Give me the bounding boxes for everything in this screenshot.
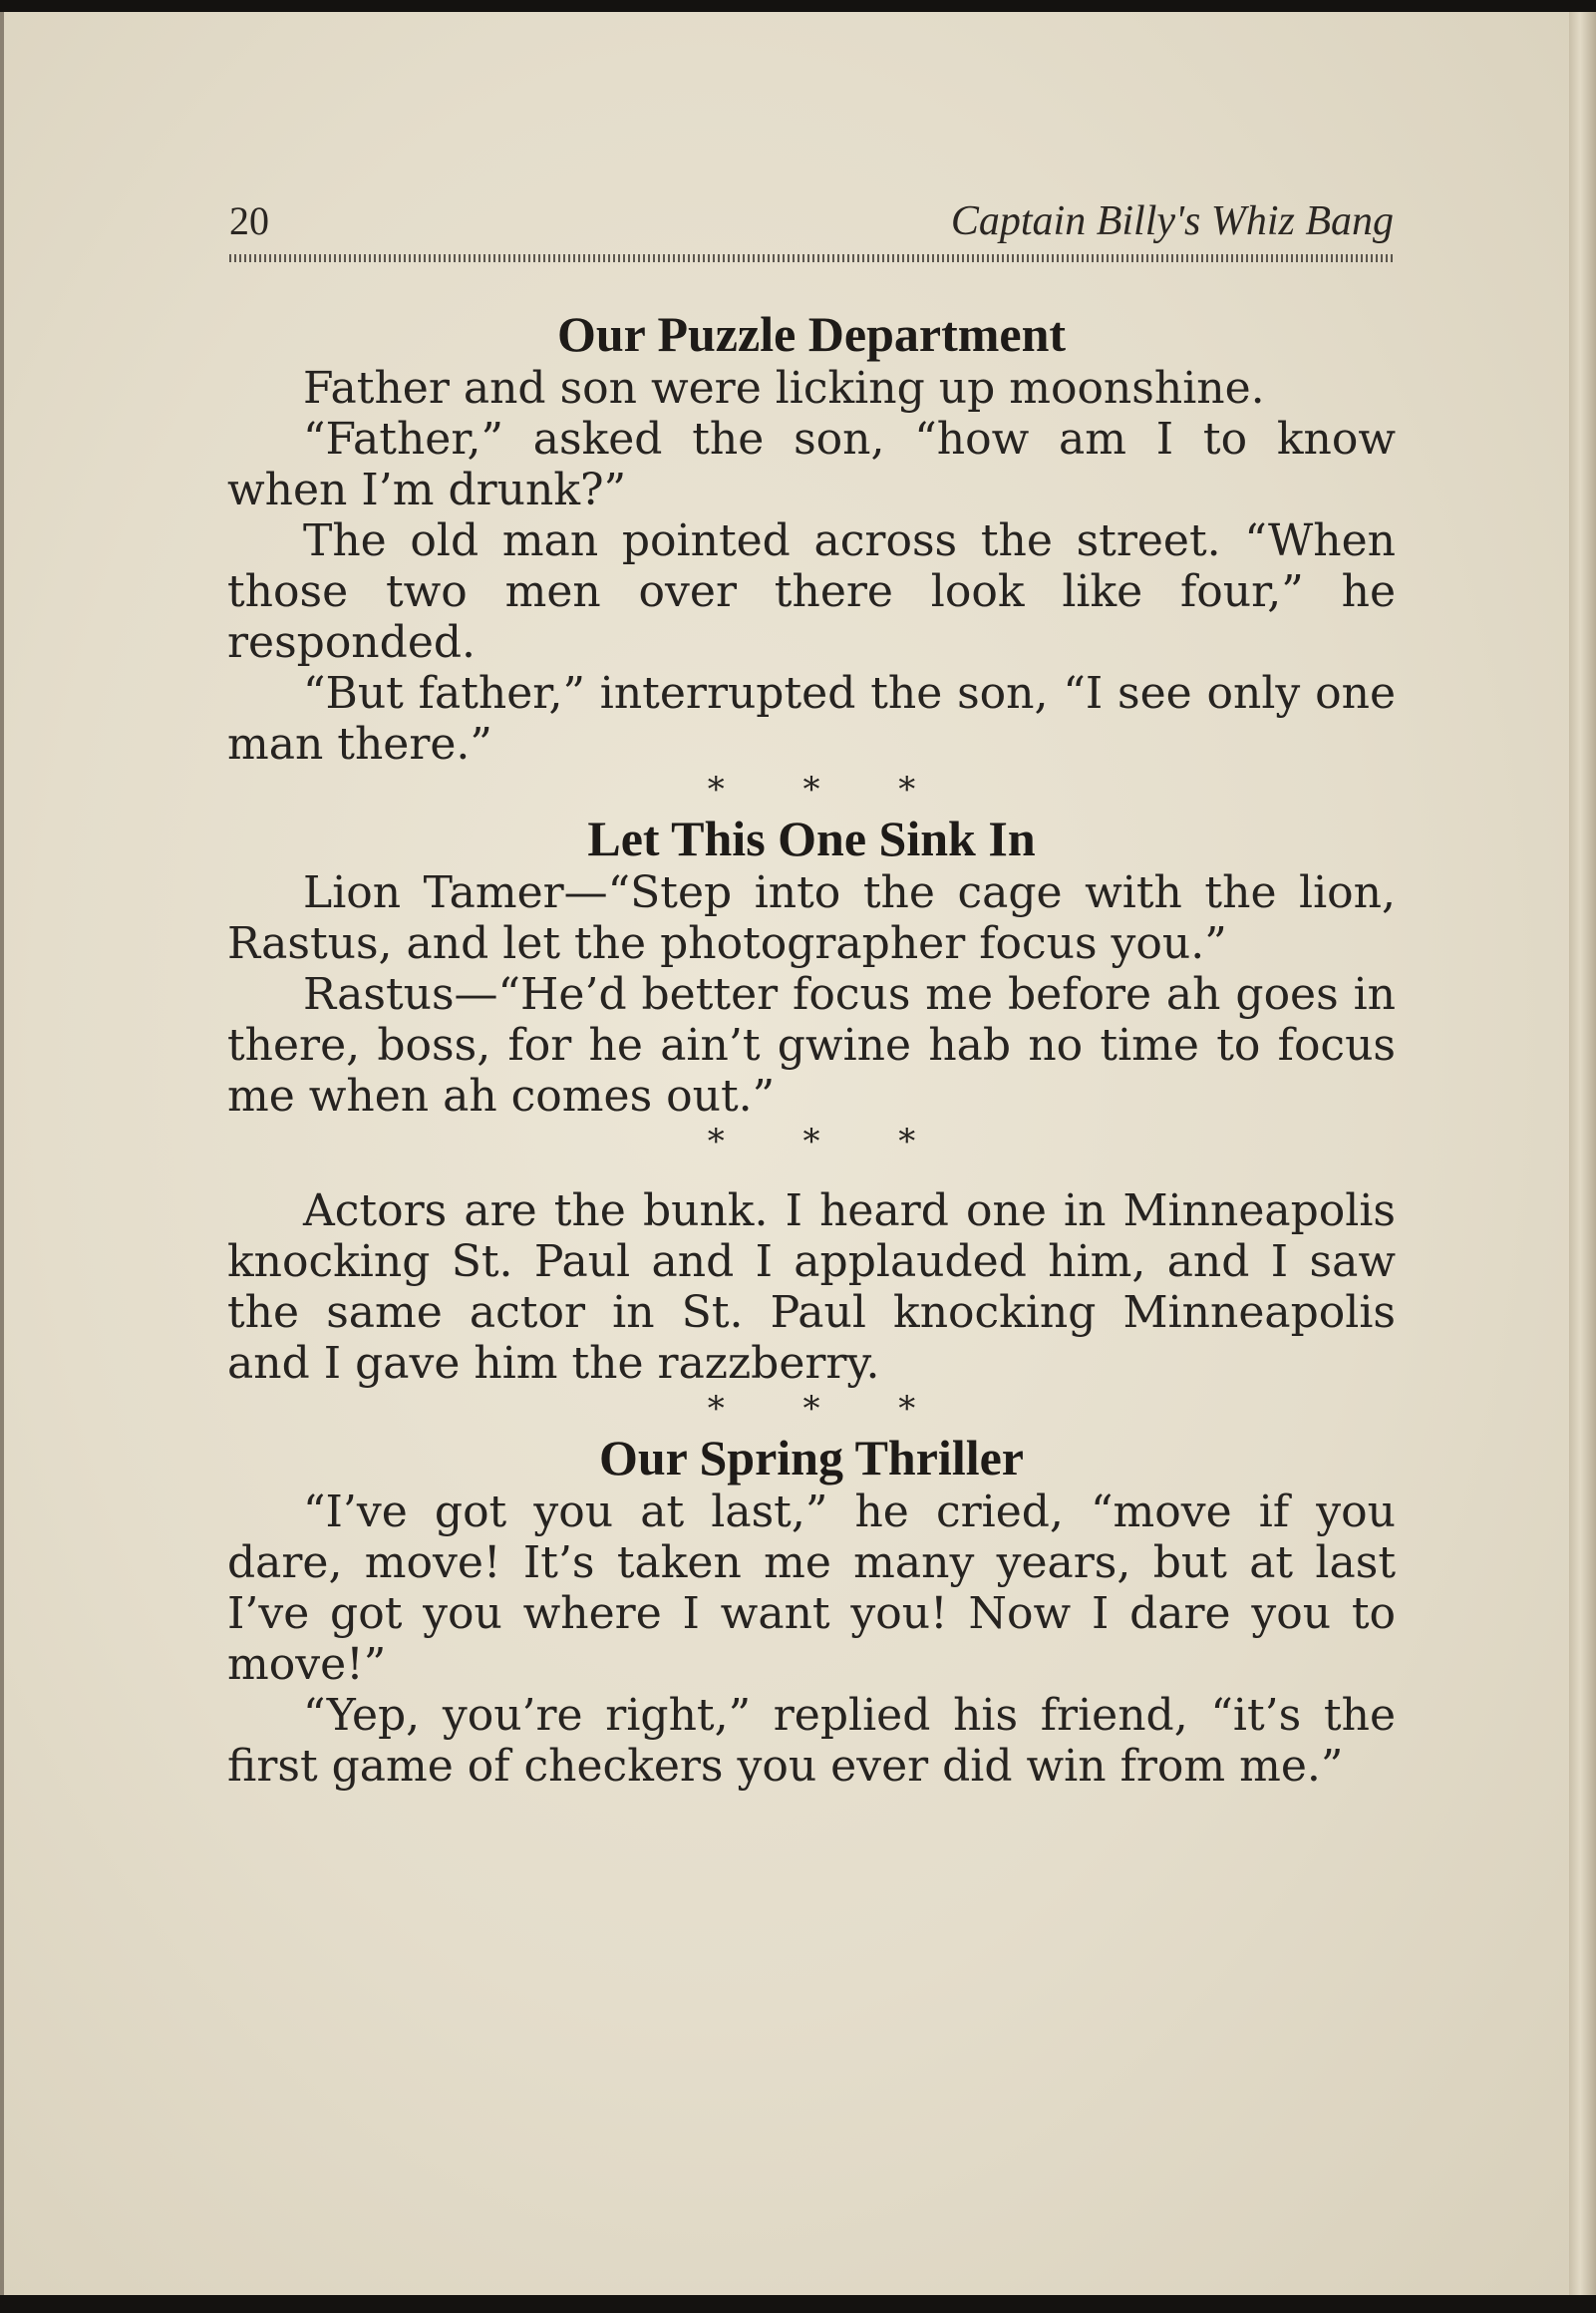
running-title: Captain Billy's Whiz Bang (950, 198, 1394, 244)
sink-section-title: Let This One Sink In (587, 811, 1036, 866)
section-separator: * * * (707, 770, 950, 810)
thriller-section-title: Our Spring Thriller (598, 1430, 1024, 1486)
section-separator: * * * (707, 1122, 950, 1161)
puzzle-paragraph: Father and son were licking up moonshine. (303, 363, 1265, 414)
page-number: 20 (229, 198, 269, 243)
puzzle-paragraph: “Father,” asked the son, “how am I to know when I’m drunk?” (227, 414, 1396, 515)
puzzle-paragraph: The old man pointed across the street. “When those two men over there look like four,” he responded. (227, 515, 1396, 668)
spacer (227, 1161, 1396, 1185)
section-separator: * * * (707, 1389, 950, 1429)
puzzle-section-title: Our Puzzle Department (556, 306, 1067, 362)
page-content (227, 305, 1396, 1792)
book-spine (1569, 12, 1596, 2295)
sink-paragraph: Rastus—“He’d better focus me before ah goes in there, boss, for he ain’t gwine hab no time to focus me when ah comes out.” (227, 969, 1396, 1122)
page-header (229, 197, 1394, 257)
puzzle-paragraph: “But father,” interrupted the son, “I see only one man there.” (227, 668, 1396, 770)
thriller-paragraph: “I’ve got you at last,” he cried, “move if you dare, move! It’s taken me many years, but at last I’ve got you where I want you! Now I dare you to move!” (227, 1487, 1396, 1690)
sink-paragraph: Lion Tamer—“Step into the cage with the lion, Rastus, and let the photographer focus you.” (227, 867, 1396, 969)
actors-paragraph: Actors are the bunk. I heard one in Minneapolis knocking St. Paul and I applauded him, and I saw the same actor in St. Paul knocking Minneapolis and I gave him the razzberry. (227, 1185, 1396, 1389)
thriller-paragraph: “Yep, you’re right,” replied his friend, “it’s the first game of checkers you ever did win from me.” (227, 1690, 1396, 1792)
header-rule (229, 254, 1394, 262)
